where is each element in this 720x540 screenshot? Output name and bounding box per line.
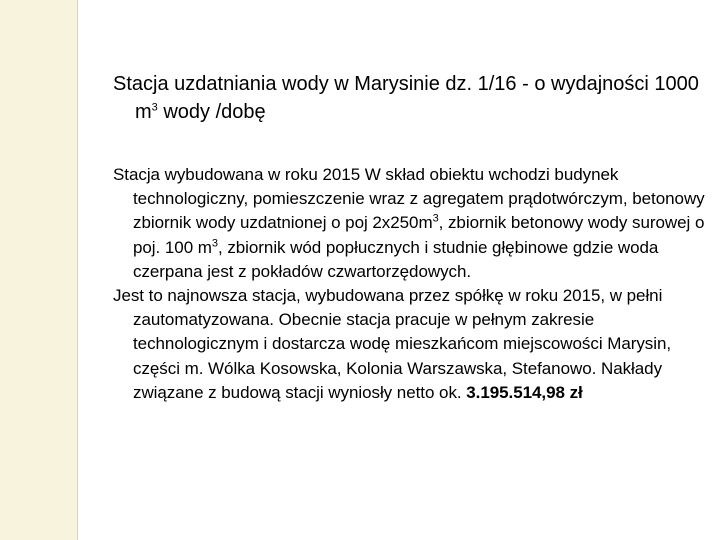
title-text: Stacja uzdatniania wody w Marysinie dz. 1/16 - o wydajności 1000 m bbox=[113, 73, 699, 123]
paragraph-station-description bbox=[113, 163, 708, 284]
paragraph-text: , zbiornik wód popłucznych i studnie głębinowe gdzie woda czerpana jest z pokładów czwartorzędowych. bbox=[133, 237, 659, 281]
paragraph-station-details bbox=[113, 284, 708, 405]
paragraph-text: , zbiornik betonowy wody surowej o poj. 100 m bbox=[133, 213, 705, 257]
cost-amount: 3.195.514,98 zł bbox=[466, 382, 583, 402]
superscript-cubic: 3 bbox=[211, 236, 218, 249]
superscript-cubic: 3 bbox=[432, 212, 439, 225]
paragraph-text: Stacja wybudowana w roku 2015 W skład obiektu wchodzi budynek technologiczny, pomieszczenie wraz z agregatem prądotwórczym, betonowy zbiornik wody uzdatnionej o poj 2x250m bbox=[113, 165, 705, 233]
left-sidebar-panel bbox=[0, 0, 78, 540]
title-block bbox=[113, 70, 703, 126]
title-superscript: 3 bbox=[151, 101, 158, 114]
paragraph-text: Jest to najnowsza stacja, wybudowana przez spółkę w roku 2015, w pełni zautomatyzowana. Obecnie stacja pracuje w pełnym zakresie technologicznym i dostarcza wodę mieszkańcom miejscowości Marysin, części m. Wólka Kosowska, Kolonia Warszawska, Stefanowo. Nakłady związane z budową stacji wyniosły netto ok. bbox=[113, 286, 672, 402]
slide-body bbox=[113, 163, 708, 405]
slide-title bbox=[113, 70, 703, 126]
title-text-end: wody /dobę bbox=[157, 101, 266, 123]
